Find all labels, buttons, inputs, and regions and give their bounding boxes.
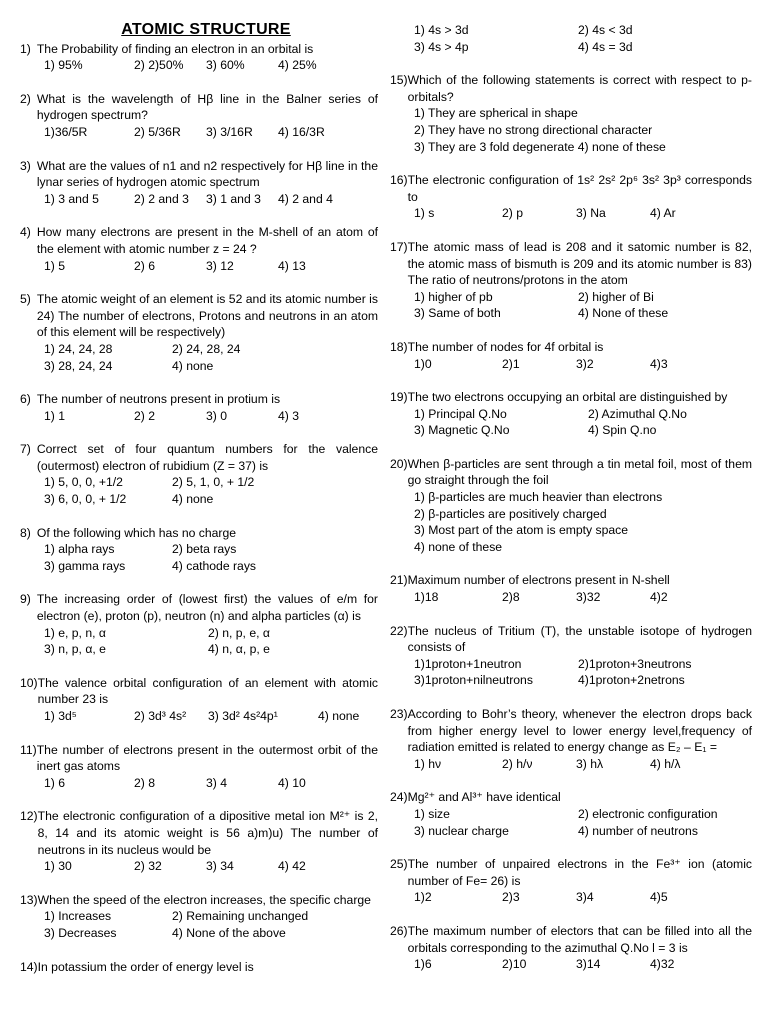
answer-option: 3) 34 (206, 859, 234, 874)
question-number: 9) (20, 592, 31, 607)
question-number: 15) (390, 73, 408, 88)
question-number: 5) (20, 292, 31, 307)
answer-option: 1) e, p, n, α (44, 625, 106, 640)
answer-option: 2) 3d³ 4s² (134, 709, 187, 723)
answer-option: 1)1proton+1neutron (414, 656, 522, 671)
question-item (390, 339, 752, 372)
answer-option: 3) 0 (206, 408, 228, 423)
question-stem (390, 339, 752, 356)
answer-option: 4) None of the above (172, 925, 286, 940)
answer-option: 3) 28, 24, 24 (44, 358, 113, 373)
answer-option: 1) size (414, 806, 450, 821)
question-number: 6) (20, 392, 31, 407)
answer-option: 4) cathode rays (172, 558, 257, 573)
options-list (390, 756, 752, 773)
answer-option: 1) 30 (44, 859, 72, 874)
answer-option: 4)2 (650, 590, 668, 605)
question-number: 1) (20, 41, 31, 56)
question-text: What is the wavelength of Hβ line in the Balner series of hydrogen spectrum? (36, 91, 378, 123)
right-question-list (390, 22, 752, 973)
question-stem (20, 291, 378, 341)
answer-option: 1) higher of pb (414, 289, 493, 304)
question-item (20, 91, 378, 141)
answer-option: 4) Spin Q.no (588, 423, 657, 438)
question-stem (20, 391, 378, 408)
answer-option: 2)1proton+3neutrons (578, 656, 692, 671)
answer-option: 3) n, p, α, e (44, 642, 106, 657)
question-stem (20, 742, 378, 775)
answer-option: 4) h/λ (650, 756, 681, 771)
question-text: The increasing order of (lowest first) the values of e/m for electron (e), proton (p), neutron (n) and alpha particles (α) is (36, 592, 378, 624)
question-item (20, 158, 378, 208)
question-text: The Probability of finding an electron in an orbital is (36, 41, 314, 56)
answer-option: 1) Increases (44, 909, 112, 924)
question-stem (20, 808, 378, 858)
answer-option: 3) They are 3 fold degenerate 4) none of these (414, 139, 666, 154)
question-number: 11) (20, 742, 37, 757)
answer-option: 1) 5, 0, 0, +1/2 (44, 475, 123, 490)
answer-option: 2) h/ν (502, 756, 533, 771)
question-text: The nucleus of Tritium (T), the unstable isotope of hydrogen consists of (407, 623, 752, 655)
answer-option: 2) 8 (134, 775, 156, 790)
answer-option: 3) 60% (206, 58, 245, 73)
answer-option: 4) 10 (278, 775, 306, 790)
question-number: 25) (390, 857, 408, 872)
answer-option: 1) 3d⁵ (44, 709, 77, 723)
answer-option: 1) 3 and 5 (44, 191, 99, 206)
answer-option: 2)10 (502, 957, 527, 972)
question-item (20, 525, 378, 575)
question-text: The number of unpaired electrons in the Fe³⁺ ion (atomic number of Fe= 26) is (407, 857, 752, 888)
question-text: What are the values of n1 and n2 respectively for Hβ line in the lynar series of hydrogen atomic spectrum (36, 158, 378, 190)
question-text: Which of the following statements is correct with respect to p- orbitals? (407, 73, 752, 104)
question-item (390, 856, 752, 906)
question-stem (20, 158, 378, 191)
question-stem (20, 441, 378, 474)
answer-option: 2)1 (502, 356, 520, 371)
answer-option: 3) 6, 0, 0, + 1/2 (44, 492, 127, 507)
answer-option: 4) none (172, 492, 214, 507)
question-text: The atomic weight of an element is 52 and its atomic number is 24) The number of electrons, Protons and neutrons in an atom of this element will be respectively) (36, 292, 378, 340)
answer-option: 4) number of neutrons (578, 823, 698, 838)
question-stem (390, 456, 752, 489)
options-list (390, 489, 752, 555)
options-list (20, 775, 378, 792)
answer-option: 1) 4s > 3d (414, 23, 469, 37)
answer-option: 2) beta rays (172, 542, 237, 557)
question-item (20, 291, 378, 374)
answer-option: 3) 3d² 4s²4p¹ (208, 709, 278, 723)
question-text: Mg²⁺ and Al³⁺ have identical (407, 790, 561, 805)
answer-option: 4) none (318, 709, 360, 723)
question-text: Correct set of four quantum numbers for the valence (outermost) electron of rubidium (Z = 37) is (36, 442, 378, 473)
answer-option: 1) 95% (44, 58, 83, 73)
answer-option: 2) 6 (134, 258, 156, 273)
question-item (390, 623, 752, 689)
question-stem (390, 923, 752, 956)
question-stem (390, 856, 752, 889)
answer-option: 2) 5/36R (134, 124, 181, 139)
question-text: The maximum number of electors that can be filled into all the orbitals corresponding to the azimuthal Q.No l = 3 is (407, 923, 752, 955)
answer-option: 3) Na (576, 206, 606, 221)
options-list (20, 191, 378, 208)
question-item (390, 72, 752, 155)
answer-option: 3)2 (576, 356, 594, 371)
answer-option: 1) alpha rays (44, 542, 115, 557)
answer-option: 3)4 (576, 890, 594, 905)
answer-option: 4)5 (650, 890, 668, 905)
answer-option: 4) none (172, 358, 214, 373)
question-item (20, 808, 378, 874)
options-list (390, 205, 752, 222)
answer-option: 3) Magnetic Q.No (414, 423, 510, 438)
answer-option: 1) hν (414, 756, 442, 771)
question-number: 18) (390, 339, 408, 354)
answer-option: 3) gamma rays (44, 558, 126, 573)
question-number: 3) (20, 158, 31, 173)
question-item (390, 706, 752, 772)
options-list (390, 105, 752, 155)
question-item (20, 742, 378, 792)
question-text: In potassium the order of energy level is (37, 959, 254, 974)
options-list (20, 408, 378, 425)
answer-option: 4) Ar (650, 206, 676, 221)
answer-option: 2) 5, 1, 0, + 1/2 (172, 475, 255, 490)
question-number: 26) (390, 923, 408, 938)
question-stem (20, 675, 378, 708)
question-stem (390, 623, 752, 656)
question-stem (390, 706, 752, 756)
question-number: 12) (20, 809, 38, 824)
answer-option: 3) Most part of the atom is empty space (414, 523, 629, 538)
left-column (20, 22, 378, 992)
question-number: 24) (390, 790, 408, 805)
question-text: The valence orbital configuration of an element with atomic number 23 is (37, 675, 378, 707)
options-list (390, 656, 752, 689)
question-number: 7) (20, 442, 31, 457)
answer-option: 4)32 (650, 957, 675, 972)
question-number: 22) (390, 623, 408, 638)
question-stem (390, 239, 752, 289)
answer-option: 2) 24, 28, 24 (172, 341, 241, 356)
options-list (390, 889, 752, 906)
question-item (20, 441, 378, 507)
question-item (390, 239, 752, 322)
question-number: 19) (390, 390, 408, 405)
options-list (20, 625, 378, 658)
answer-option: 2) higher of Bi (578, 289, 654, 304)
question-stem (390, 789, 752, 806)
question-item (20, 224, 378, 274)
options-list (20, 708, 378, 725)
answer-option: 3) 4s > 4p (414, 39, 469, 54)
question-item (390, 923, 752, 973)
answer-option: 4) None of these (578, 306, 669, 321)
options-list (390, 289, 752, 322)
question-number: 10) (20, 675, 38, 690)
question-number: 21) (390, 573, 408, 588)
answer-option: 2) Remaining unchanged (172, 909, 309, 924)
answer-option: 4) 25% (278, 58, 317, 73)
question-item (20, 892, 378, 942)
options-list (20, 258, 378, 275)
question-item (390, 172, 752, 222)
answer-option: 4) 4s = 3d (578, 39, 633, 54)
question-text: Maximum number of electrons present in N-shell (407, 573, 670, 588)
question-text: The electronic configuration of a dipositive metal ion M²⁺ is 2, 8, 14 and its atomic weight is 56 a)m)u) The number of neutrons in its nucleus would be (37, 809, 378, 857)
options-list (390, 22, 752, 55)
question-text: The atomic mass of lead is 208 and it satomic number is 82, the atomic mass of bismuth is 209 and its atomic number is 83) The ratio of neutrons/protons in the atom (407, 239, 752, 288)
answer-option: 4) 3 (278, 408, 300, 423)
question-stem (20, 91, 378, 124)
options-list (390, 356, 752, 373)
answer-option: 4) 16/3R (278, 124, 325, 139)
answer-option: 2) 2 and 3 (134, 191, 189, 206)
options-list (390, 956, 752, 973)
answer-option: 4) 13 (278, 258, 306, 273)
answer-option: 1)0 (414, 356, 432, 371)
question-number: 2) (20, 91, 31, 106)
answer-option: 3) 3/16R (206, 124, 253, 139)
answer-option: 3) nuclear charge (414, 823, 509, 838)
answer-option: 1) s (414, 206, 435, 221)
question-item (390, 389, 752, 439)
question-number: 4) (20, 225, 31, 240)
question-text: The electronic configuration of 1s² 2s² 2p⁶ 3s² 3p³ corresponds to (407, 173, 752, 204)
question-item (20, 591, 378, 657)
options-list (20, 541, 378, 574)
options-list (20, 341, 378, 374)
question-stem (390, 572, 752, 589)
question-text: According to Bohr’s theory, whenever the electron drops back from higher energy level to lower energy level,frequency of radiation emitted is related to energy change as E₂ – E₁ = (407, 707, 752, 755)
options-list (20, 124, 378, 141)
question-stem (20, 892, 378, 909)
answer-option: 3)32 (576, 590, 601, 605)
answer-option: 3) 1 and 3 (206, 191, 261, 206)
question-item (390, 789, 752, 839)
answer-option: 4) 2 and 4 (278, 191, 333, 206)
answer-option: 1)2 (414, 890, 432, 905)
answer-option: 2)3 (502, 890, 520, 905)
question-item (390, 22, 752, 55)
options-list (390, 406, 752, 439)
answer-option: 2) β-particles are positively charged (414, 506, 607, 521)
question-item (390, 572, 752, 605)
answer-option: 1) 24, 24, 28 (44, 341, 113, 356)
question-text: Of the following which has no charge (36, 525, 237, 540)
answer-option: 1) Principal Q.No (414, 406, 507, 421)
answer-option: 3) Decreases (44, 925, 117, 940)
question-stem (20, 591, 378, 624)
question-number: 23) (390, 707, 408, 721)
options-list (390, 589, 752, 606)
answer-option: 2) p (502, 206, 524, 221)
answer-option: 4)1proton+2netrons (578, 673, 685, 688)
question-text: When the speed of the electron increases, the specific charge (37, 892, 371, 907)
answer-option: 2) 4s < 3d (578, 23, 633, 37)
answer-option: 2) n, p, e, α (208, 625, 270, 640)
answer-option: 1) 1 (44, 408, 66, 423)
answer-option: 1)6 (414, 957, 432, 972)
answer-option: 2) They have no strong directional character (414, 122, 653, 137)
question-stem (390, 389, 752, 406)
question-item (20, 675, 378, 725)
question-text: The two electrons occupying an orbital are distinguished by (407, 390, 728, 405)
answer-option: 2) 2)50% (134, 58, 184, 73)
answer-option: 1) 6 (44, 775, 66, 790)
question-text: When β-particles are sent through a tin metal foil, most of them go straight through the foil (407, 456, 752, 488)
right-column (390, 22, 752, 990)
options-list (390, 806, 752, 839)
question-item (390, 456, 752, 556)
question-number: 16) (390, 173, 408, 188)
answer-option: 1) β-particles are much heavier than electrons (414, 490, 663, 505)
answer-option: 1)18 (414, 590, 439, 605)
answer-option: 3) hλ (576, 756, 604, 771)
question-stem (20, 41, 378, 58)
question-stem (20, 224, 378, 257)
answer-option: 3) 4 (206, 775, 228, 790)
question-text: The number of nodes for 4f orbital is (407, 339, 604, 354)
answer-option: 1)36/5R (44, 124, 88, 139)
question-number: 17) (390, 239, 408, 254)
answer-option: 4) none of these (414, 539, 503, 554)
page-title: ATOMIC STRUCTURE (121, 21, 291, 38)
options-list (20, 908, 378, 941)
answer-option: 1) 5 (44, 258, 66, 273)
answer-option: 2) Azimuthal Q.No (588, 406, 687, 421)
answer-option: 1) They are spherical in shape (414, 106, 578, 121)
answer-option: 3) Same of both (414, 306, 501, 321)
options-list (20, 474, 378, 507)
question-number: 13) (20, 892, 38, 907)
answer-option: 2) electronic configuration (578, 806, 718, 821)
options-list (20, 858, 378, 875)
question-stem (20, 525, 378, 542)
question-stem (390, 172, 752, 205)
question-number: 20) (390, 456, 408, 471)
question-number: 8) (20, 525, 31, 540)
answer-option: 3)14 (576, 957, 601, 972)
answer-option: 4) 42 (278, 859, 306, 874)
answer-option: 2)8 (502, 590, 520, 605)
answer-option: 2) 2 (134, 408, 156, 423)
question-stem (390, 72, 752, 105)
question-stem (20, 959, 378, 976)
options-list (20, 57, 378, 74)
answer-option: 3) 12 (206, 258, 234, 273)
left-question-list (20, 41, 378, 976)
question-item (20, 41, 378, 74)
answer-option: 3)1proton+nilneutrons (414, 673, 533, 688)
answer-option: 4) n, α, p, e (208, 642, 270, 657)
question-item (20, 391, 378, 424)
question-item (20, 959, 378, 976)
question-text: The number of neutrons present in protium is (36, 392, 281, 407)
question-number: 14) (20, 959, 38, 974)
question-text: The number of electrons present in the outermost orbit of the inert gas atoms (36, 742, 378, 774)
question-text: How many electrons are present in the M-shell of an atom of the element with atomic number z = 24 ? (36, 225, 378, 256)
answer-option: 2) 32 (134, 859, 162, 874)
answer-option: 4)3 (650, 356, 668, 371)
